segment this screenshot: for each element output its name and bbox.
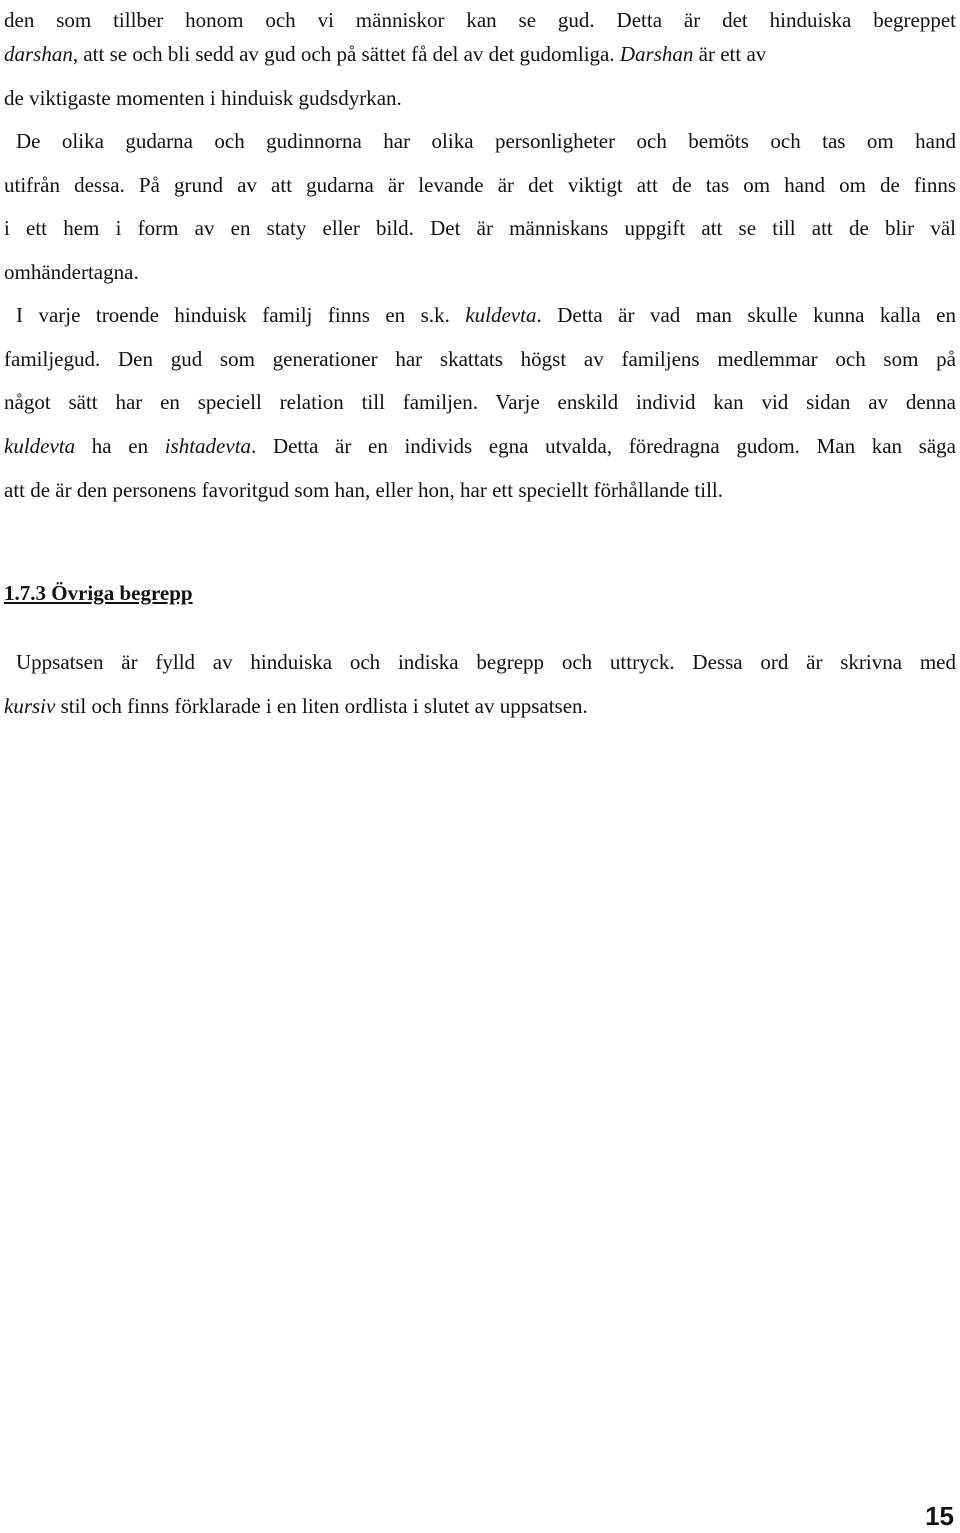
paragraph-line <box>4 82 956 114</box>
text-run: . Detta är vad man skulle kunna kalla en <box>536 303 956 327</box>
paragraph-line <box>4 343 956 375</box>
italic-term: ishtadevta <box>164 434 252 458</box>
text-run: stil och finns förklarade i en liten ordlista i slutet av uppsatsen. <box>55 694 588 718</box>
text-run: ha en <box>75 434 165 458</box>
italic-term: kuldevta <box>465 303 537 327</box>
text-run: i ett hem i form av en staty eller bild. Det är människans uppgift att se till att de blir väl <box>4 216 956 240</box>
text-run: familjegud. Den gud som generationer har skattats högst av familjens medlemmar och som på <box>4 347 956 371</box>
text-run: den som tillber honom och vi människor kan se gud. Detta är det hinduiska begreppet <box>4 8 956 32</box>
text-run: att de är den personens favoritgud som han, eller hon, har ett speciellt förhållande till. <box>4 478 724 502</box>
text-run: I varje troende hinduisk familj finns en s.k. <box>16 303 466 327</box>
text-run: något sätt har en speciell relation till familjen. Varje enskild individ kan vid sidan av denna <box>4 390 956 414</box>
paragraph-line <box>4 430 956 462</box>
text-run: är ett av <box>693 42 767 66</box>
italic-term: kursiv <box>4 694 56 718</box>
italic-term: kuldevta <box>4 434 76 458</box>
italic-term: Darshan <box>619 42 694 66</box>
section-heading: 1.7.3 Övriga begrepp <box>4 581 193 606</box>
paragraph-line <box>16 125 956 157</box>
italic-term: darshan <box>4 42 73 66</box>
paragraph-line <box>4 386 956 418</box>
paragraph-line <box>4 256 956 288</box>
text-run: utifrån dessa. På grund av att gudarna är levande är det viktigt att de tas om hand om de finns <box>4 173 956 197</box>
paragraph-line <box>16 646 956 678</box>
paragraph-line <box>4 690 956 722</box>
text-run: de viktigaste momenten i hinduisk gudsdyrkan. <box>4 86 402 110</box>
paragraph-line <box>4 4 956 36</box>
text-run: , att se och bli sedd av gud och på sättet få del av det gudomliga. <box>72 42 620 66</box>
text-run: Uppsatsen är fylld av hinduiska och indiska begrepp och uttryck. Dessa ord är skrivna med <box>16 650 956 674</box>
paragraph-line <box>4 474 956 506</box>
paragraph-line <box>4 38 956 70</box>
paragraph-line <box>4 169 956 201</box>
page-number: 15 <box>925 1501 954 1531</box>
text-run: . Detta är en individs egna utvalda, föredragna gudom. Man kan säga <box>251 434 956 458</box>
text-run: De olika gudarna och gudinnorna har olika personligheter och bemöts och tas om hand <box>16 129 956 153</box>
paragraph-line <box>4 212 956 244</box>
text-run: omhändertagna. <box>4 260 139 284</box>
paragraph-line <box>16 299 956 331</box>
